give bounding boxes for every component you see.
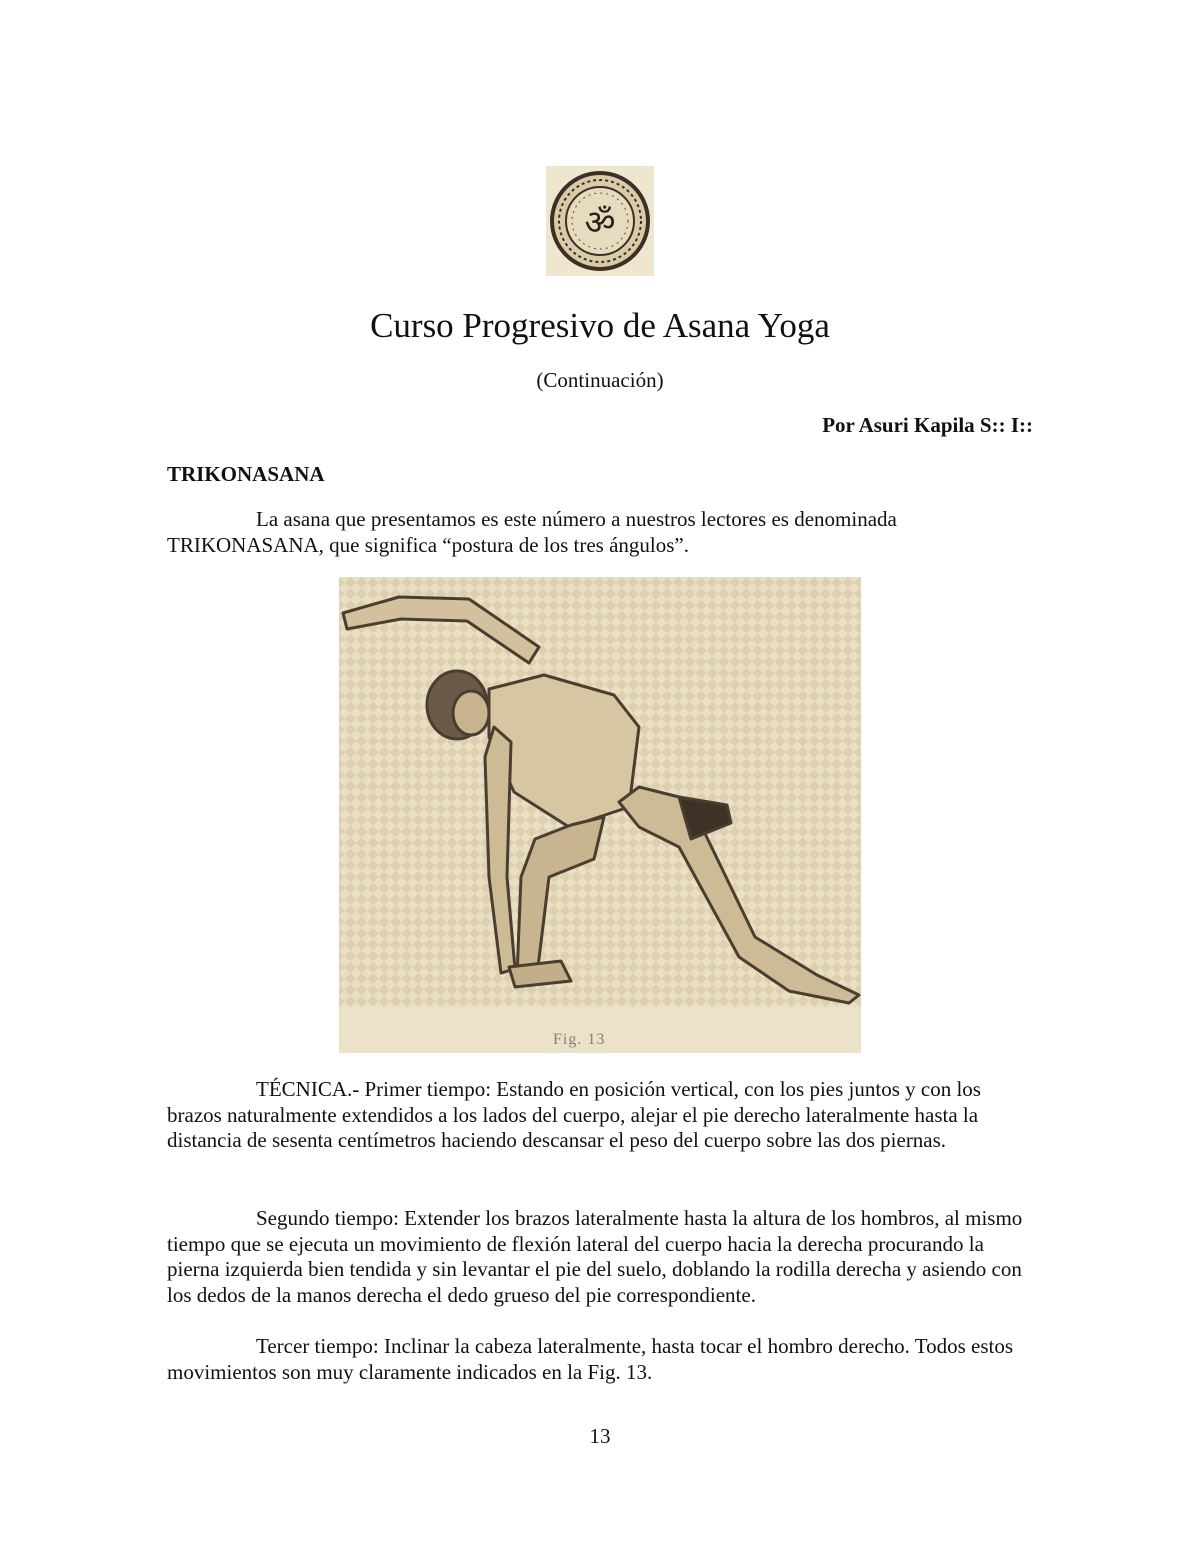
- intro-paragraph: La asana que presentamos es este número a nuestros lectores es denominada TRIKONASANA, que significa “postura de los tres ángulos”.: [167, 507, 897, 557]
- section-heading: TRIKONASANA: [167, 462, 325, 486]
- figure-caption: Fig. 13: [553, 1031, 606, 1048]
- segundo-tiempo-paragraph: Segundo tiempo: Extender los brazos lateralmente hasta la altura de los hombros, al mismo tiempo que se ejecuta un movimiento de flexión lateral del cuerpo hacia la derecha procurando la pierna izquierda bien tendida y sin levantar el pie del suelo, doblando la rodilla derecha y asiendo con los dedos de la manos derecha el dedo grueso del pie correspondiente.: [167, 1206, 1023, 1307]
- subtitle: (Continuación): [536, 368, 664, 392]
- trikonasana-figure: [339, 577, 861, 1053]
- page-title: Curso Progresivo de Asana Yoga: [370, 306, 830, 345]
- page-number: 13: [589, 1424, 611, 1448]
- om-seal-icon: [546, 166, 654, 276]
- tecnica-paragraph: TÉCNICA.- Primer tiempo: Estando en posición vertical, con los pies juntos y con los brazos naturalmente extendidos a los lados del cuerpo, alejar el pie derecho lateralmente hasta la distancia de sesenta centímetros haciendo descansar el peso del cuerpo sobre las dos piernas.: [167, 1077, 981, 1152]
- tercer-tiempo-paragraph: Tercer tiempo: Inclinar la cabeza lateralmente, hasta tocar el hombro derecho. Todos estos movimientos son muy claramente indicados en la Fig. 13.: [167, 1334, 1014, 1384]
- author-byline: Por Asuri Kapila S:: I::: [822, 413, 1033, 437]
- svg-text:ॐ: ॐ: [584, 203, 616, 243]
